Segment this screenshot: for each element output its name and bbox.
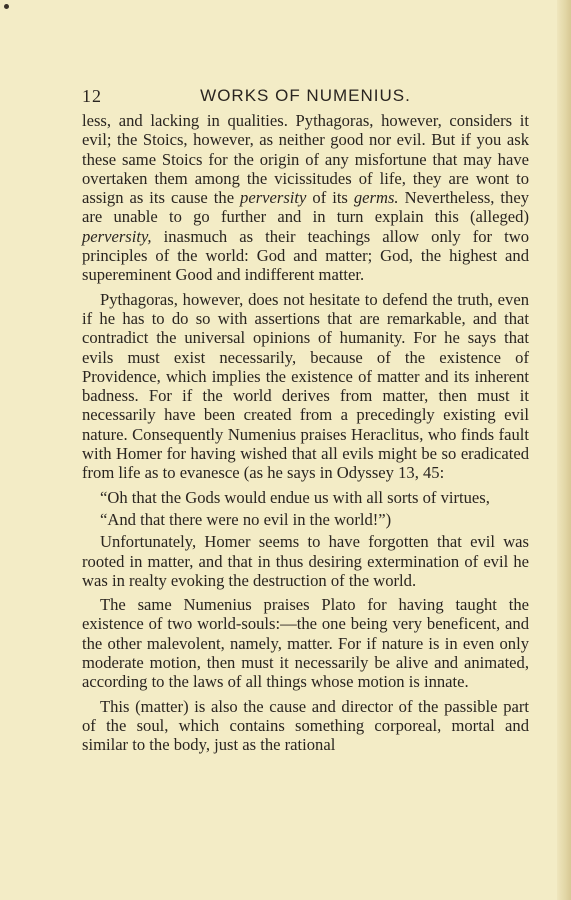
ink-spot <box>4 4 9 9</box>
text-run: “Oh that the Gods would endue us with all sorts of virtues, <box>100 487 490 507</box>
page-header <box>82 86 529 108</box>
paragraph <box>82 290 529 483</box>
paragraph <box>82 532 529 590</box>
body-text <box>82 111 529 755</box>
italic-term: germs. <box>353 188 399 208</box>
running-head: WORKS OF NUMENIUS. <box>200 86 411 105</box>
page-edge <box>557 0 571 900</box>
text-run: The same Numenius praises Plato for having taught the existence of two world-souls:—the one being very beneficent, and the other malevolent, namely, matter. For if nature is in even only moderate motion, then must it necessarily be alive and animated, according to the laws of all things whose motion is innate. <box>82 595 529 692</box>
text-run: This (matter) is also the cause and director of the passible part of the soul, which contains something corporeal, mortal and similar to the body, just as the rational <box>82 696 529 755</box>
text-run: of its <box>306 188 354 208</box>
paragraph <box>82 595 529 691</box>
italic-term: perversity <box>240 188 307 208</box>
text-run: “And that there were no evil in the world!”) <box>100 509 392 529</box>
verse-line <box>82 488 529 507</box>
italic-term: perversity, <box>82 226 152 246</box>
text-run: Nevertheless, they are unable to go further and in turn explain this (alleged) <box>82 188 529 227</box>
text-run: Pythagoras, however, does not hesitate to defend the truth, even if he has to do so with assertions that are remarkable, and that contradict the universal opinions of humanity. For he says that evils must exist necessarily, because of the existence of Providence, which implies the existence of matter and its inherent badness. For if the world derives from matter, then must it necessarily have been created from a precedingly existing evil nature. Consequently Numenius praises Heraclitus, who finds fault with Homer for having wished that all evils might be so eradicated from life as to evanesce (as he says in Odyssey 13, 45: <box>82 289 529 483</box>
text-run: less, and lacking in qualities. Pythagoras, however, considers it evil; the Stoics, however, as neither good nor evil. But if you ask these same Stoics for the origin of any misfortune that may have overtaken them among the vicissitudes of life, they are wont to assign as its cause the <box>82 111 529 208</box>
paragraph <box>82 697 529 755</box>
paragraph <box>82 111 529 285</box>
text-run: Unfortunately, Homer seems to have forgotten that evil was rooted in matter, and that in thus desiring extermination of evil he was in realty evoking the destruction of the world. <box>82 532 529 590</box>
verse-line <box>82 510 529 529</box>
text-run: inasmuch as their teachings allow only for two principles of the world: God and matter; God, the highest and supereminent Good and indifferent matter. <box>82 226 529 285</box>
page-number: 12 <box>82 86 102 106</box>
